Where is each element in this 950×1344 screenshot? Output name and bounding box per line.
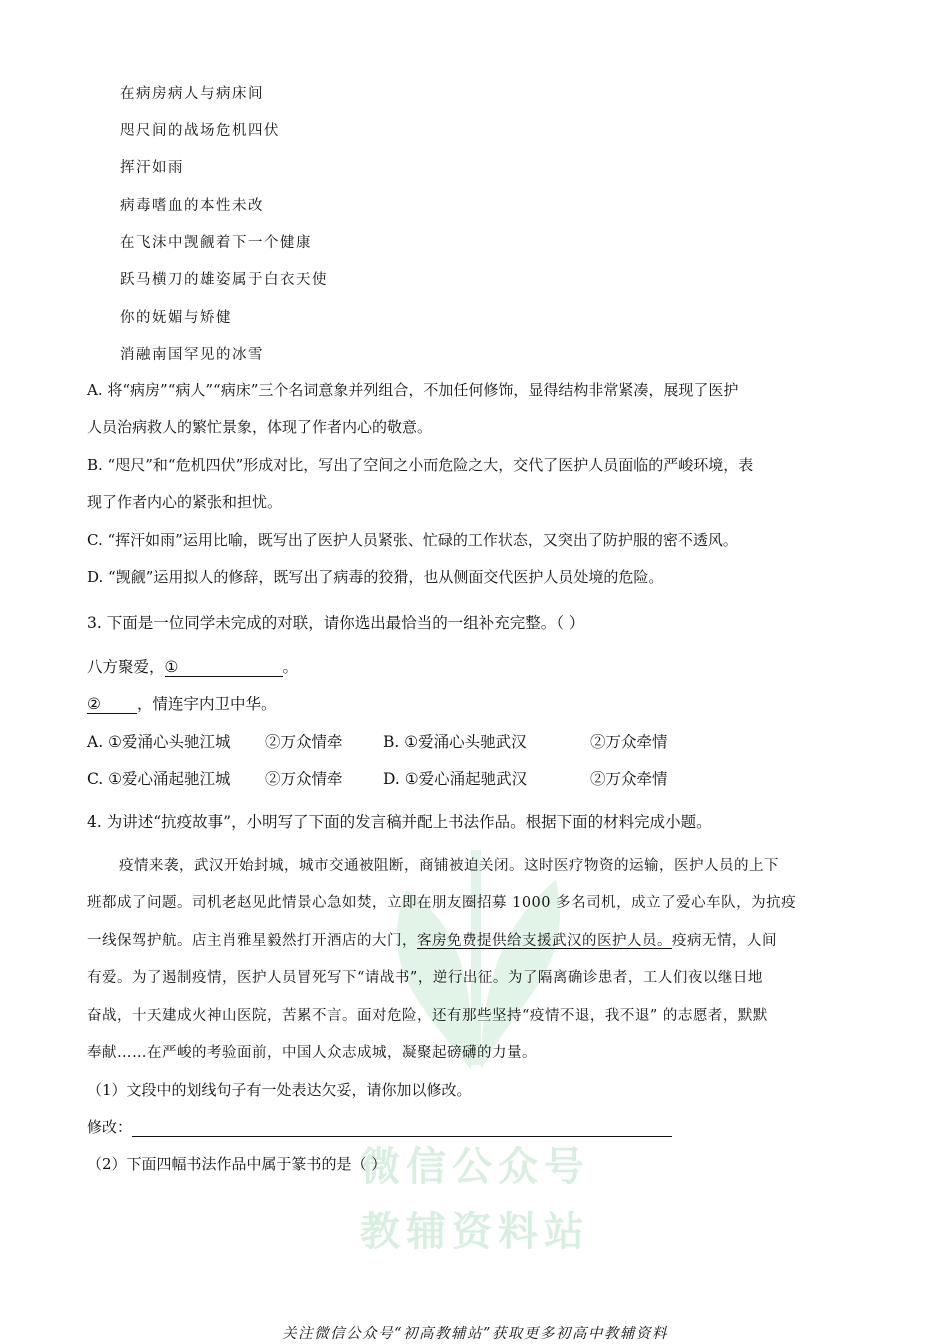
poem-line-5: 在飞沫中觊觎着下一个健康 [120, 235, 312, 251]
blank-1-marker: ① [164, 658, 179, 676]
poem-line-1: 在病房病人与病床间 [120, 86, 264, 102]
story-line-2: 班都成了问题。司机老赵见此情景心急如焚，立即在朋友圈招募 1000 多名司机，成立了爱心车队，为抗疫 [87, 895, 797, 911]
q3-option-a-part-2: ②万众情牵 [265, 733, 343, 751]
couplet-line-2-suffix: ，情连宇内卫中华。 [137, 695, 277, 713]
question-3-stem: 3. 下面是一位同学未完成的对联，请你选出最恰当的一组补充完整。（ ） [87, 614, 585, 632]
couplet-blank-2 [87, 695, 137, 714]
story-line-1: 疫情来袭，武汉开始封城，城市交通被阻断，商铺被迫关闭。这时医疗物资的运输，医护人员的上下 [119, 858, 779, 874]
story-line-4: 有爱。为了遏制疫情，医护人员冒死写下“请战书”，逆行出征。为了隔离确诊患者，工人们夜以继日地 [87, 970, 763, 986]
poem-line-6: 跃马横刀的雄姿属于白衣天使 [120, 272, 328, 288]
poem-line-7: 你的妩媚与矫健 [120, 310, 232, 326]
couplet-blank-1 [165, 658, 283, 677]
q3-option-c-part-2: ②万众情牵 [265, 770, 343, 788]
underlined-sentence: 客房免费提供给支援武汉的医护人员。 [417, 933, 672, 949]
option-a-line-2: 人员治病救人的繁忙景象，体现了作者内心的敬意。 [87, 418, 433, 436]
couplet-line-1-suffix: 。 [282, 658, 299, 676]
revise-label: 修改： [87, 1118, 133, 1136]
story-line-3 [87, 929, 865, 950]
story-line-3-suffix: 疫病无情，人间 [672, 933, 777, 949]
sub-question-2: （2）下面四幅书法作品中属于篆书的是（ ） [87, 1155, 387, 1173]
blank-2-marker: ② [87, 695, 101, 713]
q3-options-row-1 [87, 730, 668, 752]
poem-line-8: 消融南国罕见的冰雪 [120, 347, 264, 363]
option-d: D. “觊觎”运用拟人的修辞，既写出了病毒的狡猾，也从侧面交代医护人员处境的危险。 [87, 568, 664, 586]
sub-question-1: （1）文段中的划线句子有一处表达欠妥，请你加以修改。 [87, 1081, 472, 1099]
story-line-3-prefix: 一线保驾护航。店主肖雅星毅然打开酒店的大门， [87, 933, 417, 949]
q3-option-b-part-2: ②万众牵情 [590, 733, 668, 751]
page-footer: 关注微信公众号“初高教辅站”获取更多初高中教辅资料 [282, 1326, 668, 1342]
revise-line [87, 1116, 672, 1137]
option-c: C. “挥汗如雨”运用比喻，既写出了医护人员紧张、忙碌的工作状态，又突出了防护服的密不透风。 [87, 531, 738, 549]
story-line-6: 奉献……在严峻的考验面前，中国人众志成城，凝聚起磅礴的力量。 [87, 1045, 537, 1061]
option-a-line-1: A. 将“病房”“病人”“病床”三个名词意象并列组合，不加任何修饰，显得结构非常紧凑，展现了医护 [87, 381, 739, 399]
question-4-stem: 4. 为讲述“抗疫故事”，小明写了下面的发言稿并配上书法作品。根据下面的材料完成小题。 [87, 813, 712, 831]
q3-option-b-part-1: B. ①爱涌心头驰武汉 [383, 733, 527, 751]
poem-line-4: 病毒嗜血的本性未改 [120, 198, 264, 214]
couplet-line-2 [87, 692, 277, 714]
story-line-5: 奋战，十天建成火神山医院，苦累不言。面对危险，还有那些坚持“疫情不退，我不退” 的志愿者，默默 [87, 1008, 768, 1024]
poem-line-2: 咫尺间的战场危机四伏 [120, 123, 280, 139]
q3-option-d-part-2: ②万众牵情 [590, 770, 668, 788]
q3-options-row-2 [87, 767, 668, 789]
couplet-line-1-prefix: 八方聚爱， [87, 658, 165, 676]
q3-option-a-part-1: A. ①爱涌心头驰江城 [87, 733, 231, 751]
watermark-line-1: 微信公众号 [360, 1144, 590, 1190]
poem-line-3: 挥汗如雨 [120, 160, 184, 176]
watermark-line-2: 教辅资料站 [360, 1209, 590, 1255]
option-b-line-2: 现了作者内心的紧张和担忧。 [87, 493, 283, 511]
couplet-line-1 [87, 655, 298, 677]
option-b-line-1: B. “咫尺”和“危机四伏”形成对比，写出了空间之小而危险之大，交代了医护人员面临的严峻环境，表 [87, 456, 754, 474]
revise-answer-blank[interactable] [132, 1120, 672, 1137]
q3-option-c-part-1: C. ①爱心涌起驰江城 [87, 770, 231, 788]
q3-option-d-part-1: D. ①爱心涌起驰武汉 [383, 770, 528, 788]
